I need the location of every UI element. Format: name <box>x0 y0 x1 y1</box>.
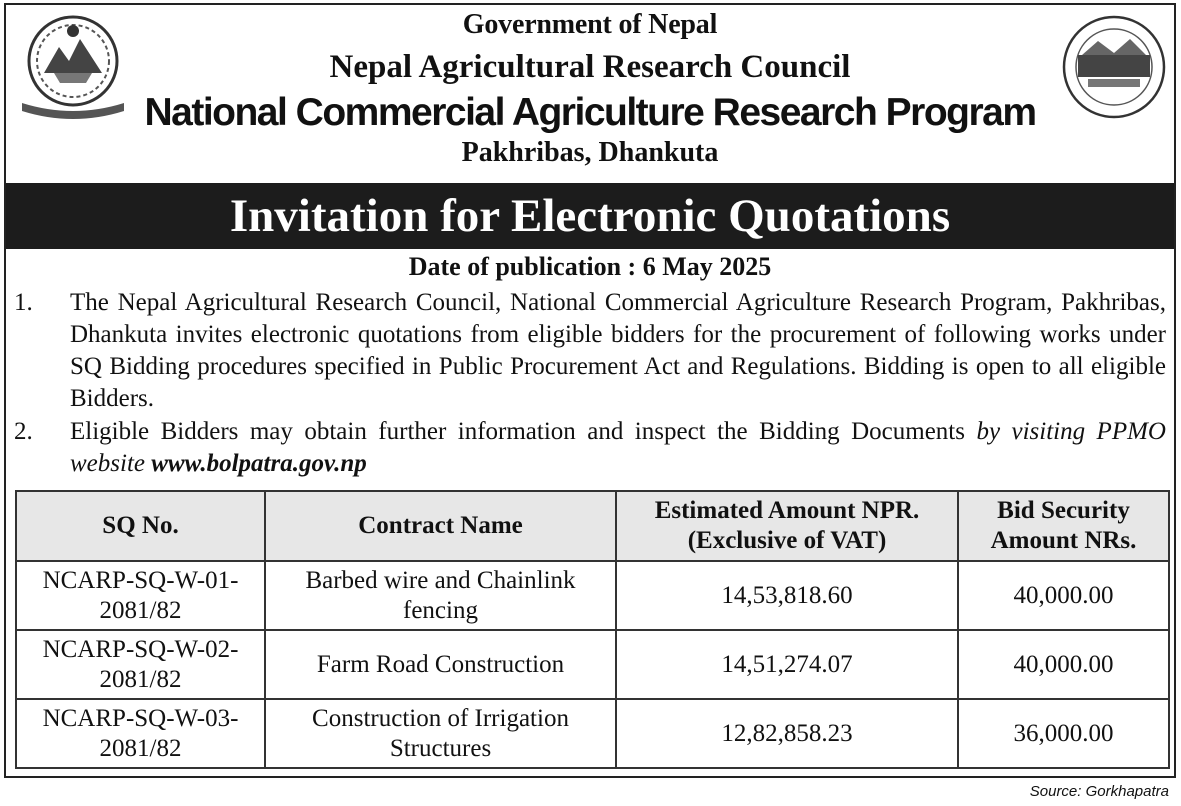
paragraph-text-main: Eligible Bidders may obtain further information and inspect the Bidding Documents <box>70 418 977 445</box>
cell-bid-security: 40,000.00 <box>958 561 1169 630</box>
cell-bid-security: 40,000.00 <box>958 630 1169 699</box>
bolpatra-link[interactable]: www.bolpatra.gov.np <box>151 450 367 477</box>
publication-date: Date of publication : 6 May 2025 <box>408 252 772 281</box>
notice-frame <box>4 3 1176 778</box>
header-council: Nepal Agricultural Research Council <box>329 49 851 85</box>
banner-title: Invitation for Electronic Quotations <box>6 183 1174 249</box>
cell-sq-no: NCARP-SQ-W-02-2081/82 <box>16 630 265 699</box>
header-location: Pakhribas, Dhankuta <box>461 137 719 168</box>
paragraph-1 <box>14 287 1166 415</box>
quotation-table <box>15 490 1170 769</box>
paragraph-number: 1. <box>14 289 33 316</box>
cell-sq-no: NCARP-SQ-W-01-2081/82 <box>16 561 265 630</box>
cell-estimated-amount: 14,53,818.60 <box>616 561 958 630</box>
paragraph-text <box>70 416 1166 480</box>
table-header-row <box>16 491 1169 561</box>
table-row <box>16 699 1169 768</box>
cell-bid-security: 36,000.00 <box>958 699 1169 768</box>
paragraph-number: 2. <box>14 418 33 445</box>
source-credit: Source: Gorkhapatra <box>1029 783 1169 800</box>
paragraph-text-italic: by visiting PPMO website <box>70 418 1166 477</box>
cell-contract-name: Barbed wire and Chainlink fencing <box>265 561 616 630</box>
narc-logo-icon <box>1058 13 1170 125</box>
cell-contract-name: Construction of Irrigation Structures <box>265 699 616 768</box>
table-row <box>16 630 1169 699</box>
paragraph-text: The Nepal Agricultural Research Council, National Commercial Agriculture Research Program, Pakhribas, Dhankuta invites electronic quotations from eligible bidders for the procurement of following works under SQ Bidding procedures specified in Public Procurement Act and Regulations. Bidding is open to all eligible Bidders. <box>70 289 1166 412</box>
header-government: Government of Nepal <box>462 9 718 40</box>
header-program: National Commercial Agriculture Research Program <box>144 91 1036 134</box>
paragraph-2 <box>14 416 1166 480</box>
header-contract-name: Contract Name <box>265 491 616 561</box>
cell-sq-no: NCARP-SQ-W-03-2081/82 <box>16 699 265 768</box>
table-row <box>16 561 1169 630</box>
header-estimated-amount: Estimated Amount NPR. (Exclusive of VAT) <box>616 491 958 561</box>
header-sq-no: SQ No. <box>16 491 265 561</box>
cell-estimated-amount: 14,51,274.07 <box>616 630 958 699</box>
header <box>6 5 1174 180</box>
header-bid-security: Bid Security Amount NRs. <box>958 491 1169 561</box>
cell-contract-name: Farm Road Construction <box>265 630 616 699</box>
cell-estimated-amount: 12,82,858.23 <box>616 699 958 768</box>
